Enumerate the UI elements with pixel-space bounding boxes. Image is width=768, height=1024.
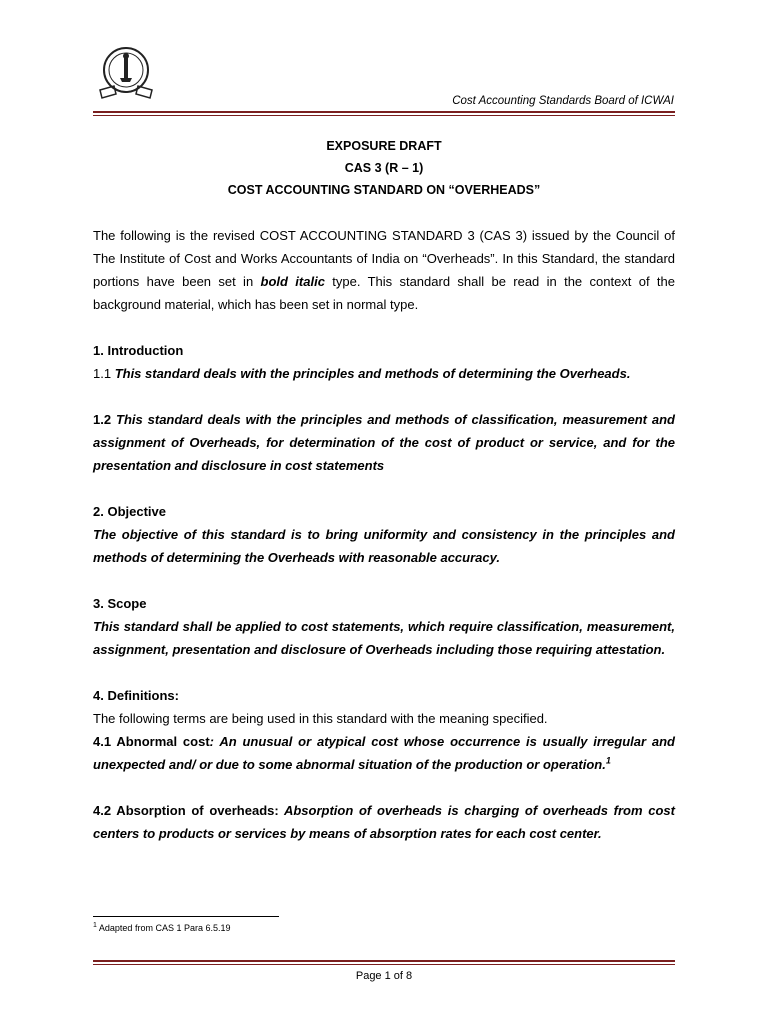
section-4-intro: The following terms are being used in this standard with the meaning specified. — [93, 711, 548, 726]
document-title — [93, 135, 675, 201]
title-line-1: EXPOSURE DRAFT — [326, 139, 442, 153]
definition-4-2: 4.2 Absorption of overheads: Absorption of overheads is charging of overheads from cost centers to products or services by means of absorption rates for each cost center. — [93, 803, 675, 841]
intro-paragraph: The following is the revised COST ACCOUNTING STANDARD 3 (CAS 3) issued by the Council of The Institute of Cost and Works Accountants of India on “Overheads”. In this Standard, the standard portions have been set in bold italic type. This standard shall be read in the context of the background material, which has been set in normal type. — [93, 228, 676, 312]
footer-rule — [93, 960, 675, 962]
header-rule — [93, 111, 675, 113]
footnote-rule — [93, 916, 279, 917]
section-3-heading: 3. Scope — [93, 596, 147, 611]
document-body — [93, 224, 675, 845]
definition-4-1: 4.1 Abnormal cost: An unusual or atypical cost whose occurrence is usually irregular and unexpected and/ or due to some abnormal situation of the production or operation.$^1$ — [93, 734, 675, 772]
icwai-logo-icon — [94, 42, 158, 106]
footnote-ref: 1 — [605, 755, 611, 766]
title-line-3: COST ACCOUNTING STANDARD ON “OVERHEADS” — [227, 183, 541, 197]
page-number: Page 1 of 8 — [355, 970, 413, 982]
header-rule-thin — [93, 115, 675, 116]
section-1-heading: 1. Introduction — [93, 343, 184, 358]
section-2-heading: 2. Objective — [93, 504, 166, 519]
section-4-heading: 4. Definitions: — [93, 688, 179, 703]
section-2-text: The objective of this standard is to bring uniformity and consistency in the principles and methods of determining the Overheads with reasonable accuracy. — [93, 527, 675, 565]
section-1-1: 1.1 This standard deals with the principles and methods of determining the Overheads. — [93, 366, 631, 381]
footnote: $^1$ Adapted from CAS 1 Para 6.5.19 — [93, 922, 231, 933]
footer-rule-thin — [93, 964, 675, 965]
title-line-2: CAS 3 (R – 1) — [344, 161, 424, 175]
section-1-2: 1.2 This standard deals with the principles and methods of classification, measurement and assignment of Overheads, for determination of the cost of product or service, and for the presentation and disclosure in cost statements — [93, 412, 676, 473]
section-3-text: This standard shall be applied to cost statements, which require classification, measurement, assignment, presentation and disclosure of Overheads including those requiring attestation. — [93, 619, 675, 657]
header-org-name: Cost Accounting Standards Board of ICWAI — [452, 95, 674, 107]
